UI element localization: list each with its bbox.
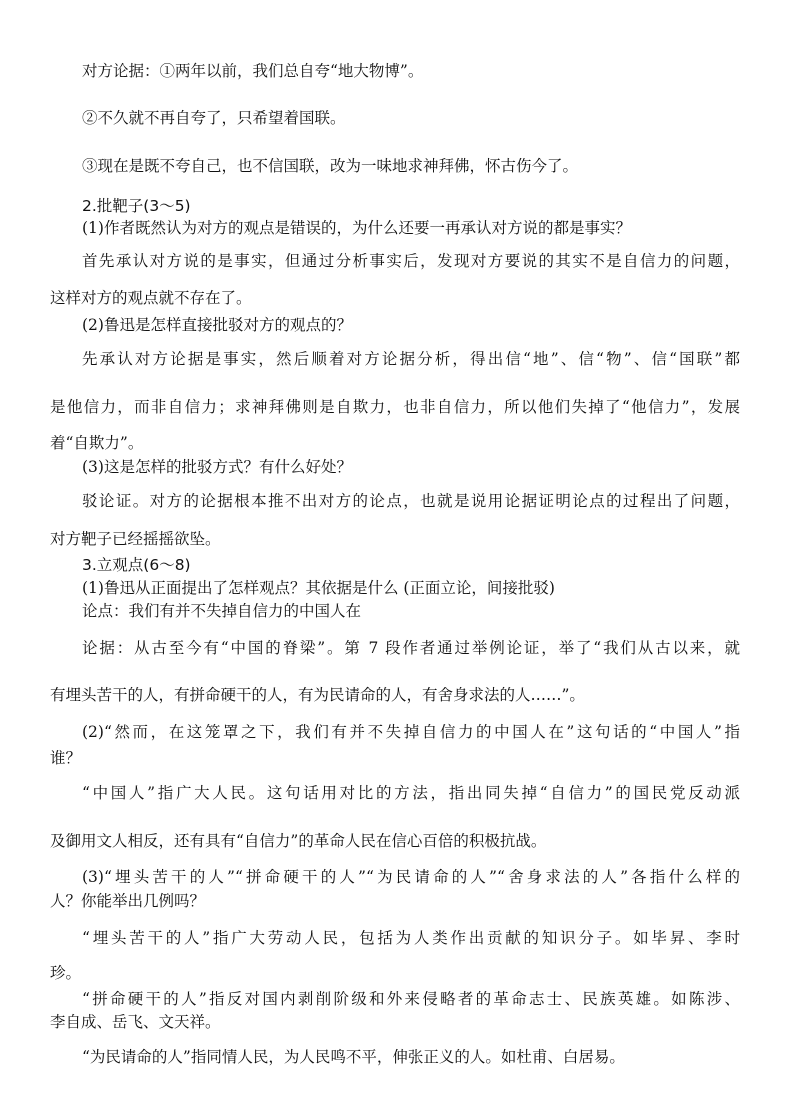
paragraph-line: 及御用文人相反，还有具有“自信力”的革命人民在信心百倍的积极抗战。: [50, 832, 547, 850]
question-line: (3)“埋头苦干的人”“拼命硬干的人”“为民请命的人”“舍身求法的人”各指什么样的: [82, 868, 740, 886]
paragraph-line: 是他信力，而非自信力；求神拜佛则是自欺力，也非自信力，所以他们失掉了“他信力”，发展: [50, 398, 740, 416]
paragraph-line: “埋头苦干的人”指广大劳动人民，包括为人类作出贡献的知识分子。如毕昇、李时: [82, 929, 740, 947]
paragraph-line: “中国人”指广大人民。这句话用对比的方法，指出同失掉“自信力”的国民党反动派: [82, 784, 740, 802]
paragraph-line: 先承认对方论据是事实，然后顺着对方论据分析，得出信“地”、信“物”、信“国联”都: [82, 350, 740, 368]
paragraph-line: 驳论证。对方的论据根本推不出对方的论点，也就是说用论据证明论点的过程出了问题，: [82, 492, 740, 510]
paragraph-line: 这样对方的观点就不存在了。: [50, 289, 252, 307]
paragraph-line: 论点：我们有并不失掉自信力的中国人在: [82, 602, 362, 620]
section-heading: 3.立观点(6～8): [82, 556, 191, 574]
section-heading: 2.批靶子(3～5): [82, 197, 191, 215]
question-line: (1)鲁迅从正面提出了怎样观点？其依据是什么 (正面立论，间接批驳): [82, 579, 555, 597]
paragraph-line: 论据：从古至今有“中国的脊梁”。第 7 段作者通过举例论证，举了“我们从古以来，就: [82, 639, 740, 657]
paragraph-line: ②不久就不再自夸了，只希望着国联。: [82, 109, 346, 127]
question-line: (2)鲁迅是怎样直接批驳对方的观点的？: [82, 316, 352, 334]
paragraph-line: 珍。: [50, 964, 82, 982]
question-line: 人？你能举出几例吗？: [50, 892, 206, 910]
paragraph-line: 着“自欺力”。: [50, 434, 144, 452]
paragraph-line: 对方靶子已经摇摇欲坠。: [50, 530, 221, 548]
paragraph-line: “为民请命的人”指同情人民，为人民鸣不平，伸张正义的人。如杜甫、白居易。: [82, 1048, 625, 1066]
question-line: 谁？: [50, 749, 82, 767]
question-line: (1)作者既然认为对方的观点是错误的，为什么还要一再承认对方说的都是事实？: [82, 219, 631, 237]
paragraph-line: 李自成、岳飞、文天祥。: [50, 1013, 221, 1031]
paragraph-line: “拼命硬干的人”指反对国内剥削阶级和外来侵略者的革命志士、民族英雄。如陈涉、: [82, 990, 740, 1008]
paragraph-line: 对方论据：①两年以前，我们总自夸“地大物博”。: [82, 62, 424, 80]
question-line: (2)“然而，在这笼罩之下，我们有并不失掉自信力的中国人在”这句话的“中国人”指: [82, 723, 740, 741]
paragraph-line: 有埋头苦干的人，有拼命硬干的人，有为民请命的人，有舍身求法的人……”。: [50, 686, 585, 704]
paragraph-line: 首先承认对方说的是事实，但通过分析事实后，发现对方要说的其实不是自信力的问题，: [82, 252, 740, 270]
question-line: (3)这是怎样的批驳方式？有什么好处？: [82, 458, 352, 476]
paragraph-line: ③现在是既不夸自己，也不信国联，改为一味地求神拜佛，怀古伤今了。: [82, 157, 579, 175]
